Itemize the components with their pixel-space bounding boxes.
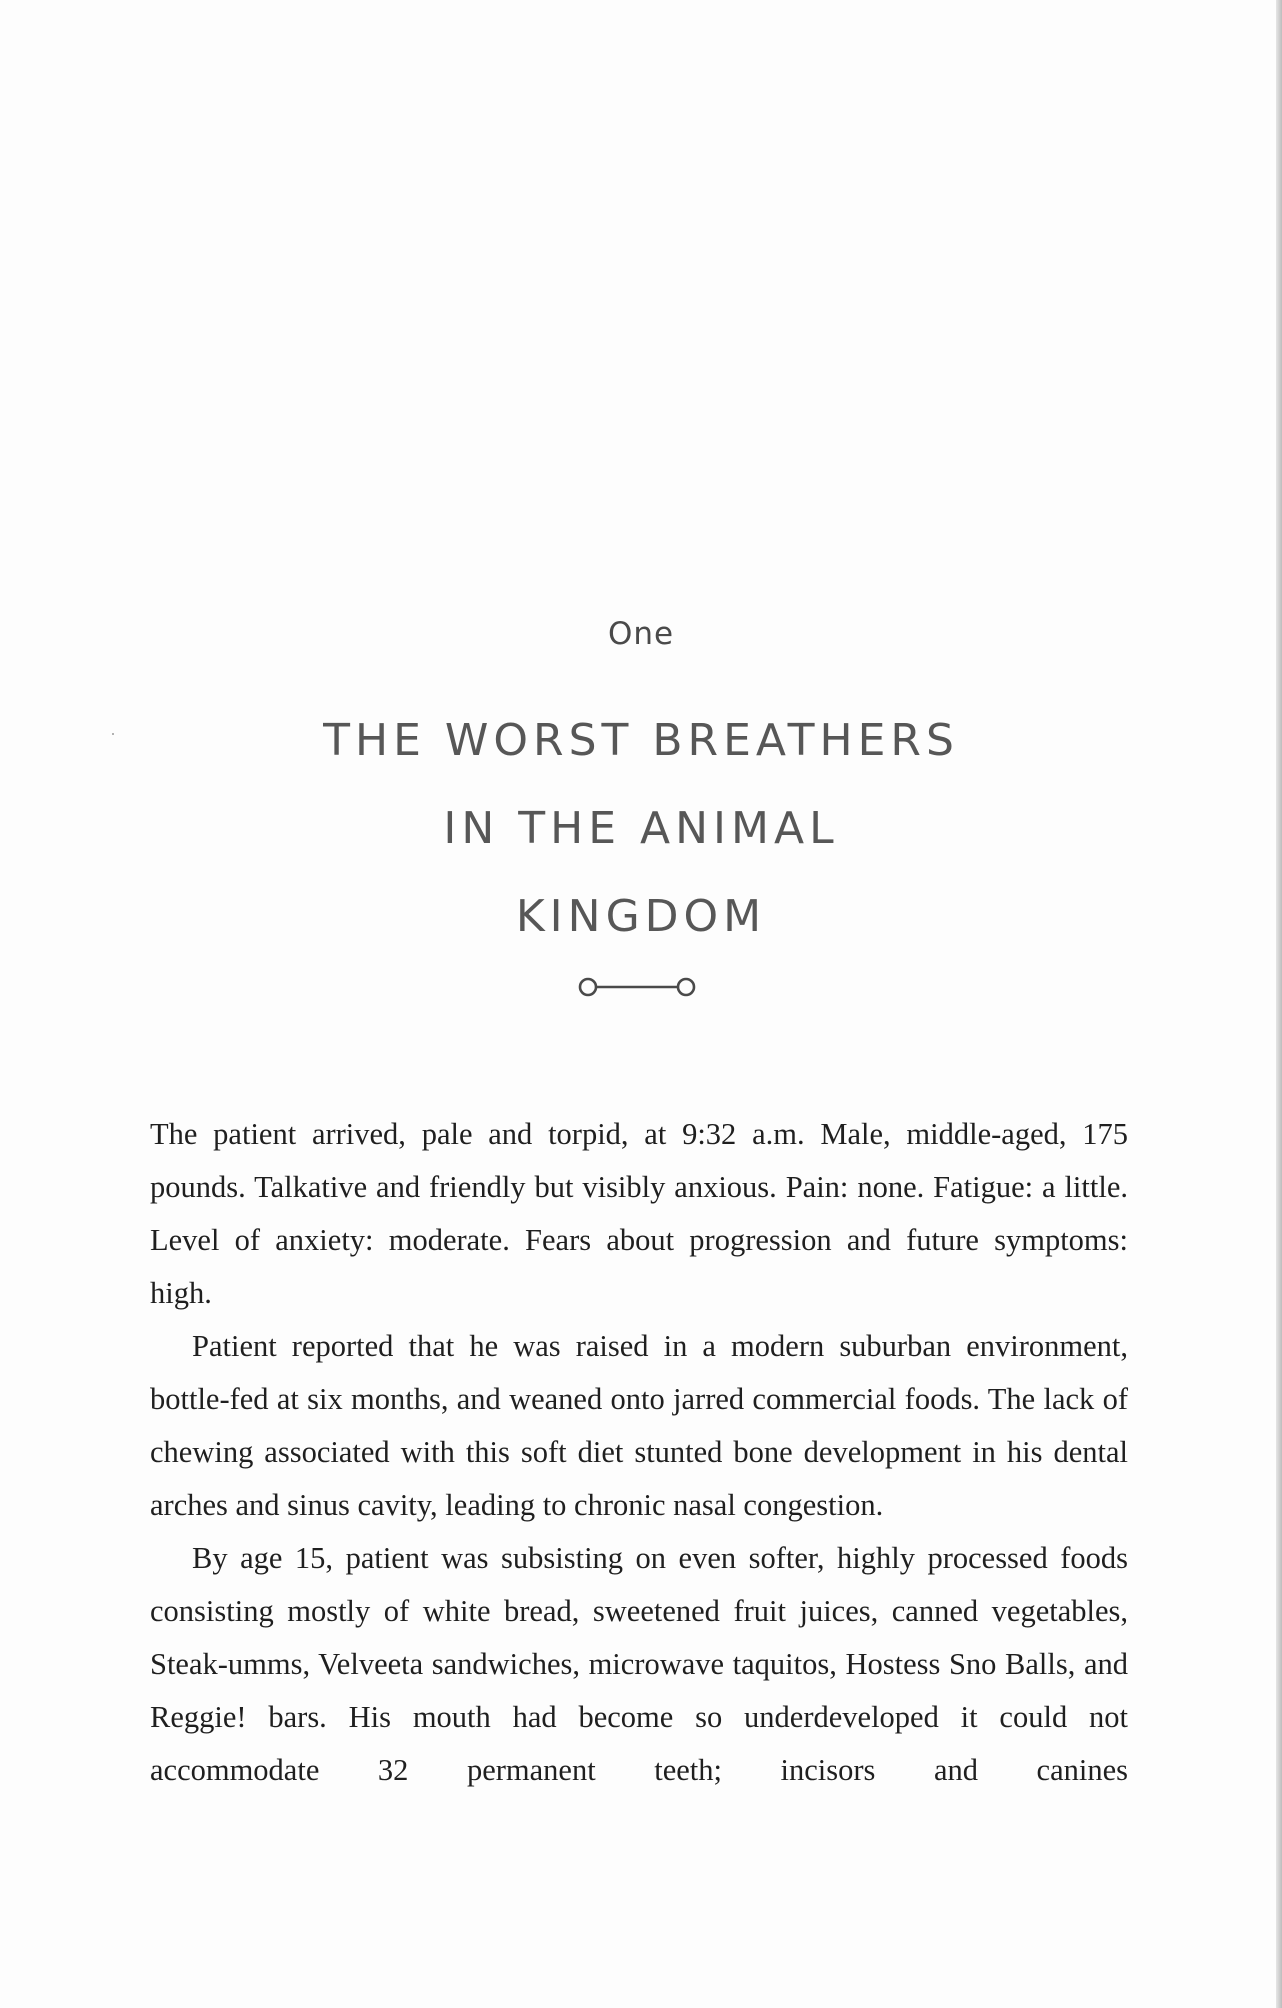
- paragraph: By age 15, patient was subsisting on even softer, highly processed foods consisting mostly of white bread, sweetened fruit juices, canned vegetables, Steak-umms, Velveeta sandwiches, microwave taquitos, Hostess Sno Balls, and Reggie! bars. His mouth had become so underdeveloped it could not accommodate 32 permanent teeth; incisors and canines: [150, 1541, 1128, 1787]
- chapter-title-line: THE WORST BREATHERS: [323, 715, 959, 766]
- paragraph: The patient arrived, pale and torpid, at 9:32 a.m. Male, middle-aged, 175 pounds. Talkative and friendly but visibly anxious. Pain: none. Fatigue: a little. Level of anxiety: moderate. Fears about progression and future symptoms: high.: [150, 1117, 1128, 1310]
- body-text: [150, 1108, 1128, 1797]
- page-edge-shadow: [1276, 0, 1282, 2008]
- chapter-title-line: KINGDOM: [515, 891, 767, 942]
- chapter-title: [0, 697, 1282, 961]
- circle-line-circle-ornament-icon: [577, 975, 697, 999]
- chapter-title-line: IN THE ANIMAL: [443, 803, 839, 854]
- paragraph: Patient reported that he was raised in a modern suburban environment, bottle-fed at six months, and weaned onto jarred commercial foods. The lack of chewing associated with this soft diet stunted bone development in his dental arches and sinus cavity, leading to chronic nasal congestion.: [150, 1329, 1128, 1522]
- chapter-number: One: [607, 616, 675, 652]
